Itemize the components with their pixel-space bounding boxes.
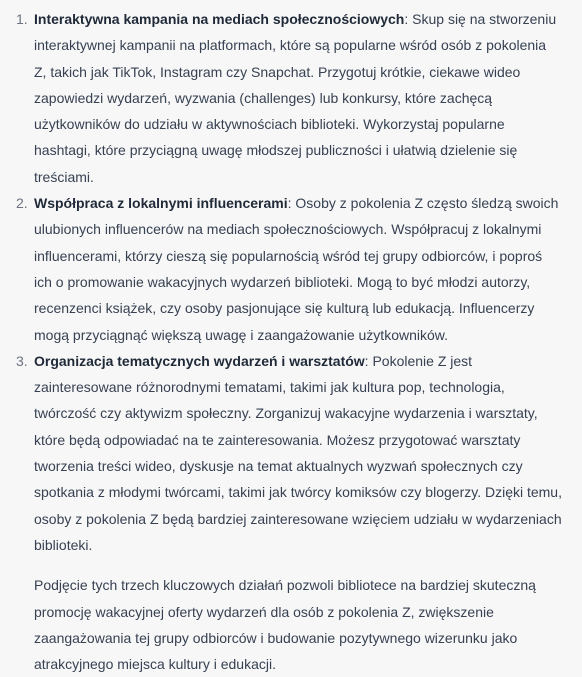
recommendations-list	[12, 6, 562, 558]
item-title: Organizacja tematycznych wydarzeń i warsztatów	[34, 352, 365, 369]
item-number: 1.	[16, 11, 28, 27]
item-text: : Skup się na stworzeniu interaktywnej kampanii na platformach, które są popularne wśród osób z pokolenia Z, takich jak TikTok, Instagram czy Snapchat. Przygotuj krótkie, ciekawe wideo zapowiedzi wydarzeń, wyzwania (challenges) lub konkursy, które zachęcą użytkowników do udziału w aktywnościach biblioteki. Wykorzystaj popularne hashtagi, które przyciągną uwagę młodszej publiczności i ułatwią dzielenie się treściami.	[34, 11, 557, 185]
item-text: : Pokolenie Z jest zainteresowane różnorodnymi tematami, takimi jak kultura pop, technologia, twórczość czy aktywizm społeczny. Zorganizuj wakacyjne wydarzenia i warsztaty, które będą odpowiadać na te zainteresowania. Możesz przygotować warsztaty tworzenia treści wideo, dyskusje na temat aktualnych wyzwań społecznych czy spotkania z młodymi twórcami, takimi jak twórcy komiksów czy blogerzy. Dzięki temu, osoby z pokolenia Z będą bardziej zainteresowane wzięciem udziału w wydarzeniach biblioteki.	[34, 352, 562, 553]
item-number: 2.	[16, 195, 28, 212]
list-item	[12, 348, 562, 558]
summary-paragraph: Podjęcie tych trzech kluczowych działań pozwoli bibliotece na bardziej skuteczną promocję wakacyjnej oferty wydarzeń dla osób z pokolenia Z, zwiększenie zaangażowania tej grupy odbiorców i budowanie pozytywnego wizerunku jako atrakcyjnego miejsca kultury i edukacji.	[34, 577, 536, 673]
list-item	[12, 190, 562, 348]
list-item	[12, 6, 562, 190]
item-title: Współpraca z lokalnymi influencerami	[34, 195, 288, 212]
item-number: 3.	[16, 352, 28, 369]
item-text: : Osoby z pokolenia Z często śledzą swoich ulubionych influencerów na mediach społecznościowych. Współpracuj z lokalnymi influencerami, którzy cieszą się popularnością wśród tej grupy odbiorców, i poproś ich o promowanie wakacyjnych wydarzeń biblioteki. Mogą to być młodzi autorzy, recenzenci książek, czy osoby pasjonujące się kulturą lub edukacją. Influencerzy mogą przyciągnąć większą uwagę i zaangażowanie użytkowników.	[34, 195, 559, 343]
item-title: Interaktywna kampania na mediach społecznościowych	[34, 11, 405, 27]
